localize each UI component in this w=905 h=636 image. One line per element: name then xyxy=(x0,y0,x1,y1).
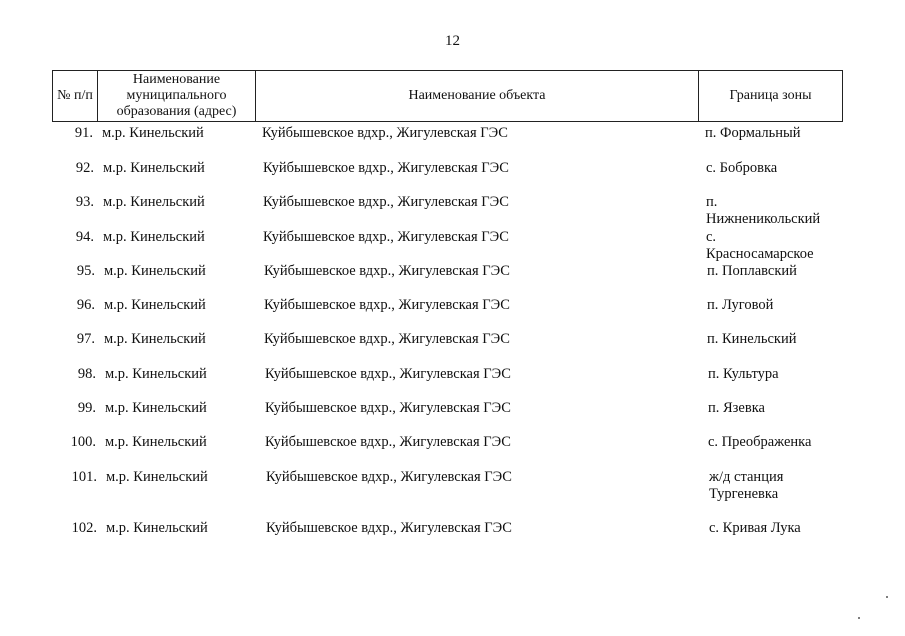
cell-zone: с. Преображенка xyxy=(708,434,812,450)
cell-object: Куйбышевское вдхр., Жигулевская ГЭС xyxy=(263,160,509,176)
cell-object: Куйбышевское вдхр., Жигулевская ГЭС xyxy=(265,366,511,382)
header-num: № п/п xyxy=(53,71,98,121)
cell-municipality: м.р. Кинельский xyxy=(104,263,206,279)
cell-zone: п. Формальный xyxy=(705,125,801,141)
cell-num: 100. xyxy=(70,434,96,450)
scan-speck xyxy=(858,617,860,619)
cell-num: 92. xyxy=(75,160,94,176)
cell-num: 96. xyxy=(76,297,95,313)
cell-zone: п. Луговой xyxy=(707,297,774,313)
cell-num: 101. xyxy=(71,469,97,485)
cell-zone: п. Кинельский xyxy=(707,331,797,347)
cell-zone: с. Кривая Лука xyxy=(709,520,801,536)
page-number: 12 xyxy=(445,33,460,49)
table-header xyxy=(52,70,843,122)
cell-zone: с. Бобровка xyxy=(706,160,778,176)
cell-zone: ж/д станция Тургеневка xyxy=(709,469,784,502)
cell-municipality: м.р. Кинельский xyxy=(106,520,208,536)
cell-num: 97. xyxy=(76,331,95,347)
cell-municipality: м.р. Кинельский xyxy=(102,125,204,141)
cell-object: Куйбышевское вдхр., Жигулевская ГЭС xyxy=(263,229,509,245)
header-object: Наименование объекта xyxy=(256,71,699,121)
header-municipality: Наименование муниципального образования (адрес) xyxy=(98,71,256,121)
cell-municipality: м.р. Кинельский xyxy=(104,297,206,313)
cell-num: 95. xyxy=(76,263,95,279)
cell-object: Куйбышевское вдхр., Жигулевская ГЭС xyxy=(266,520,512,536)
cell-num: 93. xyxy=(75,194,94,210)
cell-zone: п. Культура xyxy=(708,366,779,382)
cell-num: 91. xyxy=(74,125,93,141)
cell-object: Куйбышевское вдхр., Жигулевская ГЭС xyxy=(264,331,510,347)
cell-num: 94. xyxy=(75,229,94,245)
cell-object: Куйбышевское вдхр., Жигулевская ГЭС xyxy=(264,263,510,279)
cell-zone: п. Язевка xyxy=(708,400,765,416)
cell-municipality: м.р. Кинельский xyxy=(104,331,206,347)
cell-object: Куйбышевское вдхр., Жигулевская ГЭС xyxy=(264,297,510,313)
cell-municipality: м.р. Кинельский xyxy=(103,229,205,245)
header-zone: Граница зоны xyxy=(729,88,812,103)
cell-object: Куйбышевское вдхр., Жигулевская ГЭС xyxy=(265,400,511,416)
cell-zone: с. Красносамарское xyxy=(706,229,814,262)
cell-num: 99. xyxy=(77,400,96,416)
cell-municipality: м.р. Кинельский xyxy=(105,434,207,450)
cell-municipality: м.р. Кинельский xyxy=(105,400,207,416)
cell-municipality: м.р. Кинельский xyxy=(105,366,207,382)
cell-object: Куйбышевское вдхр., Жигулевская ГЭС xyxy=(266,469,512,485)
cell-zone: п. Поплавский xyxy=(707,263,797,279)
cell-object: Куйбышевское вдхр., Жигулевская ГЭС xyxy=(265,434,511,450)
scan-speck xyxy=(886,596,888,598)
cell-object: Куйбышевское вдхр., Жигулевская ГЭС xyxy=(263,194,509,210)
cell-num: 98. xyxy=(77,366,96,382)
cell-zone: п. Нижненикольский xyxy=(706,194,821,227)
cell-object: Куйбышевское вдхр., Жигулевская ГЭС xyxy=(262,125,508,141)
cell-municipality: м.р. Кинельский xyxy=(106,469,208,485)
cell-municipality: м.р. Кинельский xyxy=(103,194,205,210)
cell-num: 102. xyxy=(71,520,97,536)
cell-municipality: м.р. Кинельский xyxy=(103,160,205,176)
